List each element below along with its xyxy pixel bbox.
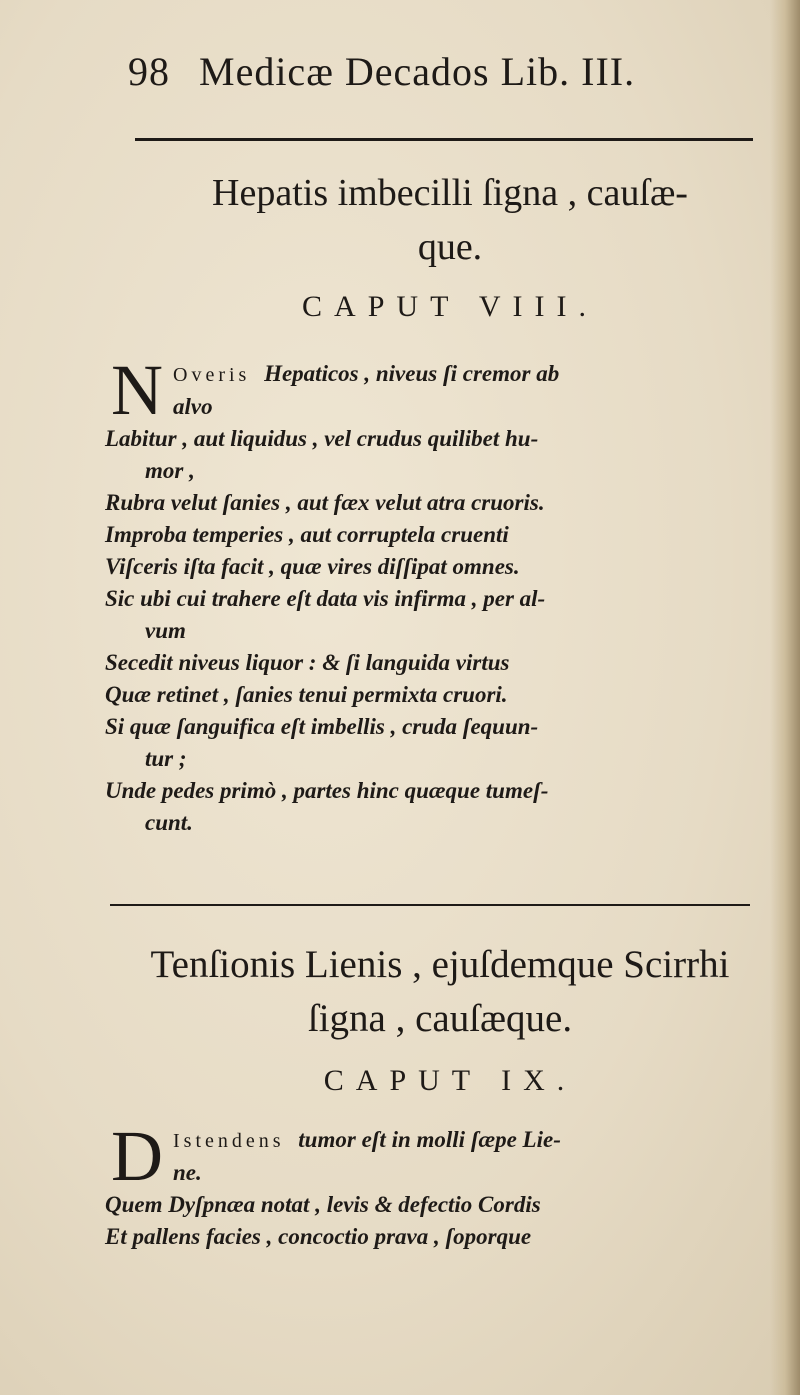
- chapter-8-title-line-2: que.: [417, 226, 483, 268]
- small-caps-word: Istendens: [173, 1130, 285, 1152]
- verse-line: mor ,: [145, 458, 195, 483]
- small-caps-word: Overis: [173, 364, 251, 386]
- chapter-8-heading: CAPUT VIII.: [302, 290, 598, 323]
- header-rule: [135, 138, 753, 141]
- verse-line: cunt.: [145, 810, 193, 835]
- chapter-8-title-line-1: Hepatis imbecilli ſigna , cauſæ-: [212, 172, 688, 214]
- verse-line: Quem Dyſpnæa notat , levis & defectio Cordis: [105, 1192, 541, 1217]
- verse-line-text: tumor eſt in molli ſæpe Lie-: [298, 1127, 561, 1152]
- chapter-9-heading: CAPUT IX.: [323, 1064, 577, 1097]
- verse-line: Labitur , aut liquidus , vel crudus quilibet hu-: [105, 426, 539, 451]
- page-number: 98: [128, 49, 170, 94]
- verse-line: [105, 358, 765, 391]
- chapter-9-title-line-1: Tenſionis Lienis , ejuſdemque Scirrhi: [150, 943, 730, 986]
- verse-line: Improba temperies , aut corruptela cruenti: [105, 522, 509, 547]
- verse-line: Unde pedes primò , partes hinc quæque tumeſ-: [105, 778, 549, 803]
- chapter-8-verse: [105, 350, 765, 839]
- running-head: [128, 48, 635, 95]
- verse-line: Rubra velut ſanies , aut fæx velut atra cruoris.: [105, 490, 545, 515]
- verse-line: tur ;: [145, 746, 187, 771]
- verse-line: Secedit niveus liquor : & ſi languida virtus: [105, 650, 510, 675]
- chapter-9-verse: [105, 1116, 765, 1253]
- verse-line: Quæ retinet , ſanies tenui permixta cruori.: [105, 682, 508, 707]
- verse-line: Sic ubi cui trahere eſt data vis infirma , per al-: [105, 586, 546, 611]
- chapter-8-title: [120, 166, 780, 274]
- chapter-9-title-line-2: ſigna , cauſæque.: [307, 997, 573, 1040]
- verse-line: alvo: [173, 394, 213, 419]
- verse-line: Viſceris iſta facit , quæ vires diſſipat omnes.: [105, 554, 520, 579]
- verse-line: ne.: [173, 1160, 202, 1185]
- drop-cap: D: [111, 1116, 163, 1196]
- running-head-title: Medicæ Decados Lib. III.: [199, 49, 636, 94]
- verse-line: vum: [145, 618, 186, 643]
- chapter-9-title: [90, 938, 790, 1046]
- verse-line: Et pallens facies , concoctio prava , ſoporque: [105, 1224, 532, 1249]
- drop-cap: N: [111, 350, 163, 430]
- verse-line-text: Hepaticos , niveus ſi cremor ab: [264, 361, 560, 386]
- section-divider: [110, 904, 750, 906]
- verse-line: [105, 1124, 765, 1157]
- verse-line: Si quæ ſanguifica eſt imbellis , cruda ſequun-: [105, 714, 539, 739]
